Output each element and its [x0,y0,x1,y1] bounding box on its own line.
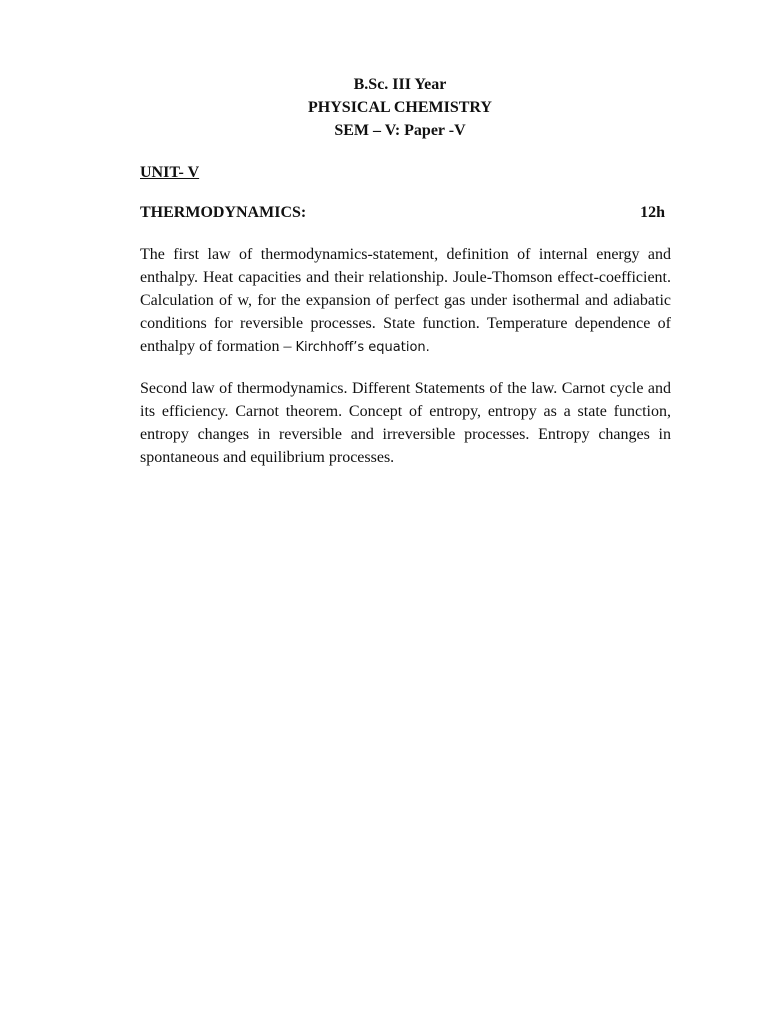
course-year: B.Sc. III Year [353,76,447,93]
paragraph-second-law: Second law of thermodynamics. Different Statements of the law. Carnot cycle and its efficiency. Carnot theorem. Concept of entropy, entropy as a state function, entropy changes in reversible and irreversible processes. Entropy changes in spontaneous and equilibrium processes. [140,380,671,466]
paragraph-first-law-text: The first law of thermodynamics-statement, definition of internal energy and enthalpy. Heat capacities and their relationship. Joule-Thomson effect-coefficient. Calculation of w, for the expansion of perfect gas under isothermal and adiabatic conditions for reversible processes. State function. Temperature dependence of enthalpy of formation – [140,246,671,355]
section-title: THERMODYNAMICS: [140,204,307,221]
semester-paper: SEM – V: Paper -V [334,122,466,139]
section-hours: 12h [640,204,665,221]
paragraph-first-law [140,243,671,359]
section-heading-row [140,203,665,223]
subject-title: PHYSICAL CHEMISTRY [308,99,492,116]
unit-heading: UNIT- V [140,164,200,181]
kirchhoff-equation-text: Kirchhoff’s equation. [295,340,430,355]
